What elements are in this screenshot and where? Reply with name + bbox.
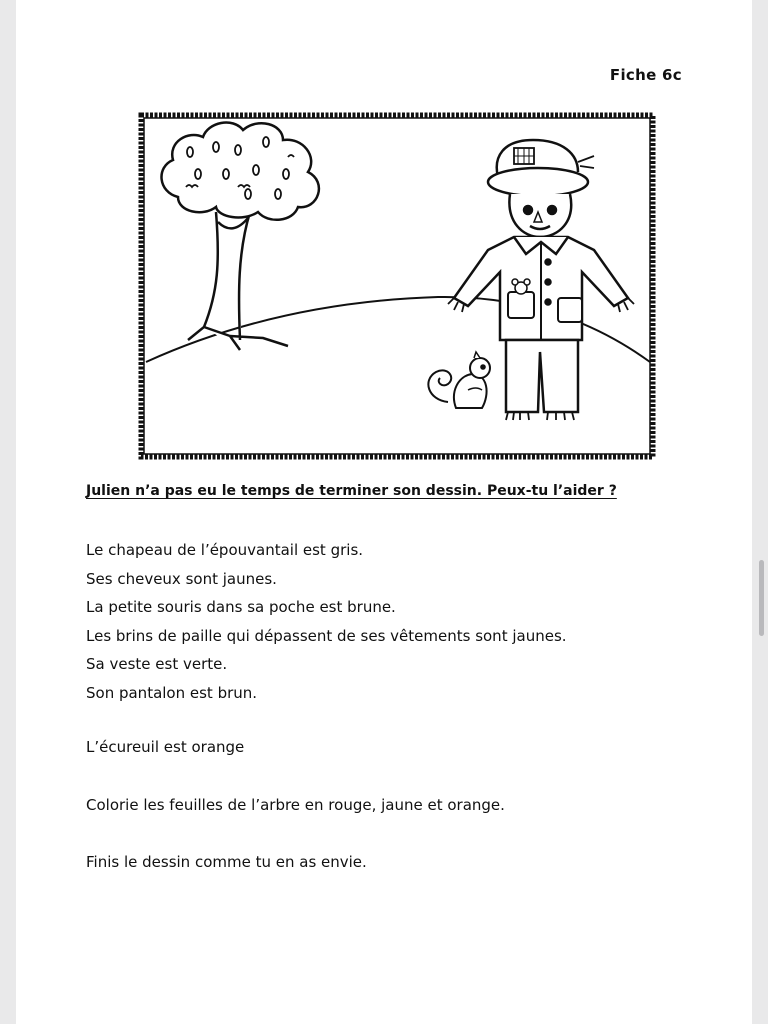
list-item: La petite souris dans sa poche est brune. <box>86 598 396 617</box>
worksheet-label: Fiche 6c <box>609 66 682 84</box>
document-page <box>16 0 752 1024</box>
tree-drawing <box>162 123 319 350</box>
list-item: Le chapeau de l’épouvantail est gris. <box>86 541 364 559</box>
list-item: Son pantalon est brun. <box>86 683 258 702</box>
instruction-heading: Julien n’a pas eu le temps de terminer son dessin. Peux-tu l’aider ? <box>86 483 617 499</box>
list-item: Ses cheveux sont jaunes. <box>86 569 277 588</box>
list-item: Les brins de paille qui dépassent de ses vêtements sont jaunes. <box>86 626 567 645</box>
squirrel-instruction: L’écureuil est orange <box>86 738 245 756</box>
vertical-scrollbar[interactable] <box>759 560 764 636</box>
squirrel-drawing <box>428 352 490 408</box>
final-instruction: Finis le dessin comme tu en as envie. <box>86 853 367 871</box>
coloring-illustration <box>138 112 656 460</box>
list-item: Sa veste est verte. <box>86 655 228 674</box>
coloring-instructions-list <box>86 538 567 710</box>
tree-instruction: Colorie les feuilles de l’arbre en rouge, jaune et orange. <box>86 796 505 814</box>
